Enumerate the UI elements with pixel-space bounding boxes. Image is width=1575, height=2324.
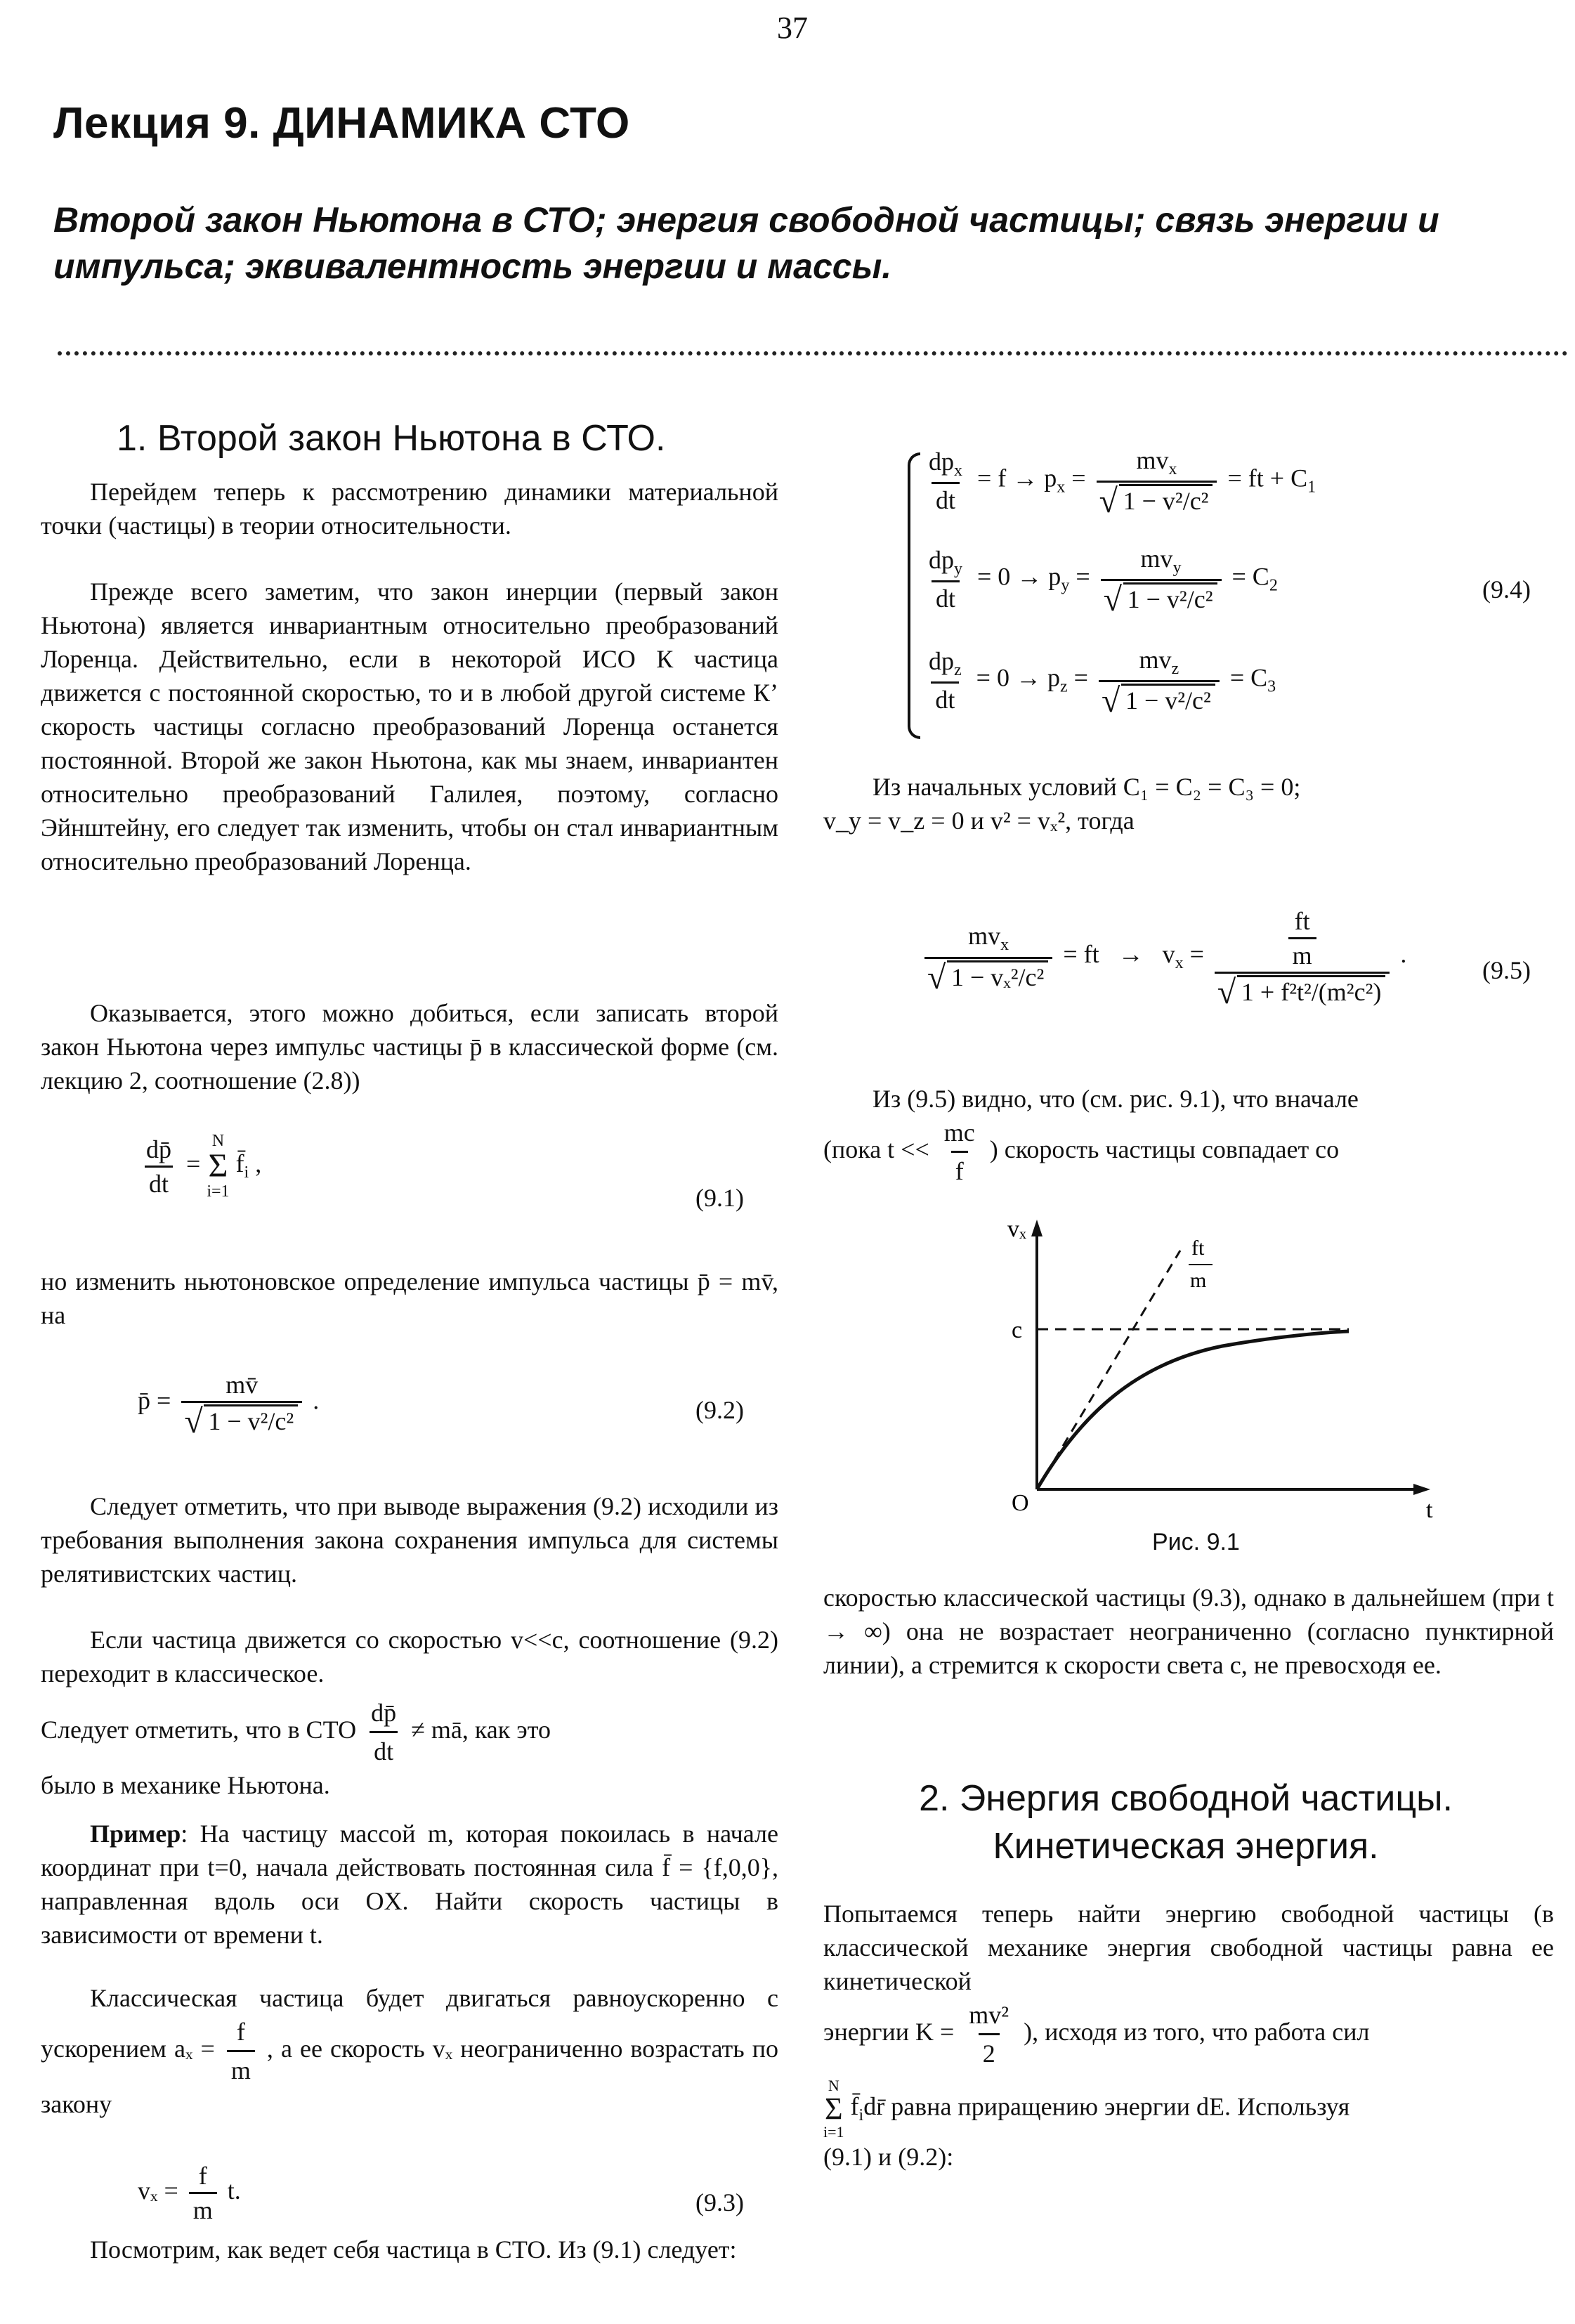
page-number: 37 xyxy=(777,11,808,45)
separator-dotted xyxy=(58,351,1568,355)
paragraph-1: Перейдем теперь к рассмотрению динамики материальной точки (частицы) в теории относительности. xyxy=(41,478,778,540)
paragraph-11: Из (9.5) видно, что (см. рис. 9.1), что вначале (пока t << $\frac{mc}{f}$ ) скорость частицы совпадает со xyxy=(823,1082,1554,1188)
example-label: Пример xyxy=(90,1820,181,1848)
example-paragraph: Пример: На частицу массой m, которая покоилась в начале координат при t=0, начала действовать постоянная сила f̄ = {f,0,0}, направленная вдоль оси OX. Найти скорость частицы в зависимости от времени t. xyxy=(41,1820,778,1949)
paragraph-3: Оказывается, этого можно добиться, если записать второй закон Ньютона через импульс частицы p̄ в классической форме (см. лекцию 2, соотношение (2.8)) xyxy=(41,999,778,1095)
section1-heading: 1. Второй закон Ньютона в СТО. xyxy=(117,418,666,459)
eq-number-9-5: (9.5) xyxy=(1482,956,1531,984)
equation-9-5: $mv_x$ √ 1 − vₓ²/c² = ft → $v_x$ = $\frac{ft}{m}$ √ 1 + f²t²/(m²c²) . xyxy=(920,906,1406,1007)
paragraph-8: Классическая частица будет двигаться равноускоренно с ускорением aₓ = $\frac{f}{m}$ , а ее скорость vₓ неограниченно возрастать по закону xyxy=(41,1984,779,2118)
line-label-denominator: m xyxy=(1190,1269,1207,1292)
paragraph-5: Следует отметить, что при выводе выражения (9.2) исходили из требования выполнения закона сохранения импульса для системы релятивистских частиц. xyxy=(41,1492,778,1588)
y-axis-arrow xyxy=(1031,1220,1043,1236)
paragraph-13: Попытаемся теперь найти энергию свободной частицы (в классической механике энергия свободной частицы равна ее кинетической энергии K = $\frac{\text{mv²}}{2}$ ), исходя из того, что работа сил xyxy=(823,1897,1554,2070)
c-label: c xyxy=(1012,1317,1023,1343)
figure-caption: Рис. 9.1 xyxy=(1152,1529,1240,1555)
eq-number-9-2: (9.2) xyxy=(695,1396,744,1424)
x-axis-label: t xyxy=(1426,1497,1433,1517)
equation-9-2: p̄ = mv̄ √ 1 − v²/c² . xyxy=(138,1370,319,1436)
line-label-numerator: ft xyxy=(1191,1236,1205,1260)
paragraph-6: Если частица движется со скоростью v<<c, соотношение (9.2) переходит в классическое. xyxy=(41,1626,778,1687)
section2-heading: 2. Энергия свободной частицы. Кинетическая энергия. xyxy=(919,1778,1453,1867)
origin-label: O xyxy=(1012,1490,1029,1516)
paragraph-7: Следует отметить, что в СТО $\frac{dp̄}{dt}$ ≠ mā, как это было в механике Ньютона. xyxy=(41,1699,551,1799)
paragraph-9: Посмотрим, как ведет себя частица в СТО. Из (9.1) следует: xyxy=(90,2235,737,2264)
y-axis-label: vₓ xyxy=(1007,1216,1026,1242)
equation-9-3: vₓ = $\frac{f}{m}$ t. xyxy=(138,2162,241,2224)
lecture-subtitle: Второй закон Ньютона в СТО; энергия свободной частицы; связь энергии и импульса; эквивалентность энергии и массы. xyxy=(53,200,1439,286)
lecture-title: Лекция 9. ДИНАМИКА СТО xyxy=(53,99,630,148)
paragraph-12: скоростью классической частицы (9.3), однако в дальнейшем (при t → ∞) она не возрастает неограниченно (согласно пунктирной линии), а стремится к скорости света c, не превосходя ее. xyxy=(823,1584,1554,1679)
paragraph-14: N Σ i=1 $f̄_idr̄$ равна приращению энергии dE. Используя (9.1) и (9.2): xyxy=(823,2077,1350,2171)
paragraph-2: Прежде всего заметим, что закон инерции (первый закон Ньютона) является инвариантным относительно преобразований Лоренца. Действительно, если в некоторой ИСО К частица движется с постоянной скоростью, то и в любой другой системе К’ скорость частицы согласно преобразований Лоренца останется постоянной. Второй же закон Ньютона, как мы знаем, инвариантен относительно преобразований Галилея, поэтому, согласно Эйнштейну, его следует так изменить, чтобы он стал инвариантным относительно преобразований Лоренца. xyxy=(41,577,778,875)
eq-number-9-3: (9.3) xyxy=(695,2188,744,2217)
figure-9-1 xyxy=(983,1208,1447,1517)
eq-number-9-4: (9.4) xyxy=(1482,575,1531,603)
paragraph-10: Из начальных условий C₁ = C₂ = C₃ = 0; v_y = v_z = 0 и v² = vₓ², тогда xyxy=(823,773,1301,835)
eq-number-9-1: (9.1) xyxy=(695,1184,744,1212)
x-axis-arrow xyxy=(1413,1484,1430,1495)
page: 37 Лекция 9. ДИНАМИКА СТО Второй закон Ньютона в СТО; энергия свободной частицы; связь энергии и импульса; эквивалентность энергии и массы. 1. Второй закон Ньютона в СТО. Перейдем теперь к рассмотрению динамики материальной точки (частицы) в теории относительности. Прежде всего заметим, что закон инерции (первый закон Ньютона) является инвариантным относительно преобразований Лоренца. Действительно, если в некоторой ИСО К частица движется с постоянной скоростью, то и в любой другой системе К’ скорость частицы согласно преобразований Лоренца останется постоянной. Второй же закон Ньютона, как мы знаем, инвариантен относительно преобразований Галилея, поэтому, согласно Эйнштейну, его следует так изменить, чтобы он стал инвариантным относительно преобразований Лоренца. Оказывается, этого можно добиться, если записать второй закон Ньютона через импульс частицы p̄ в классической форме (см. лекцию 2, соотношение (2.8)) $\frac{dp̄}{dt}$ = N Σ i=1 $f̄_i$ , (9.1) но изменить ньютоновское определение импульса частицы p̄ = mv̄, на p̄ = mv̄ √ 1 − v²/c² . (9.2) Следует отметить, что при выводе выражения (9.2) исходили из требования выполнения закона сохранения импульса для системы релятивистских частиц. Если частица движется со скоростью v<<c, соотношение (9.2) переходит в классическое. Следует отметить, что в СТО $\frac{dp̄}{dt}$ ≠ mā, как это было в механике Ньютона. Пример: На частицу массой m, которая покоилась в начале координат при t=0, начала действовать постоянная сила f̄ = {f,0,0}, направленная вдоль оси OX. Найти скорость частицы в зависимости от времени t. Классическая частица будет двигаться равноускоренно с ускорением aₓ = $\frac{f}{m}$ , а ее скорость vₓ неограниченно возрастать по закону vₓ = $\frac{f}{m}$ t. (9.3) Посмотрим, как ведет себя частица в СТО. Из (9.1) следует: $\frac{dp_x}{dt}$ = $f \to p_x$ = $mv_x$ √ 1 − v²/c² = ft + $C_1$ $\frac{dp_y}{dt}$ = $0 \to p_y$ = $mv_y$ √ 1 − v²/c² = $C_2$ $\frac{dp_z}{dt}$ = $0 \to p_z$ = $mv_z$ √ 1 − v²/c² = $C_3$ (9.4) Из начальных условий C₁ = C₂ = C₃ = 0; v_y = v_z = 0 и v² = vₓ², тогда $mv_x$ √ 1 − vₓ²/c² = ft → $v_x$ = $\frac{ft}{m}$ √ 1 + f²t²/(m²c²) . (9.5) Из (9.5) видно, что (см. рис. 9.1), что вначале (пока t << $\frac{mc}{f}$ ) скорость частицы совпадает со vₓ t O c ft m Рис. 9.1 скоростью классической частицы (9.3), однако в дальнейшем (при t → ∞) она не возрастает неограниченно (согласно пунктирной линии), а стремится к скорости света c, не превосходя ее. 2. Энергия свободной частицы. Кинетическая энергия. Попытаемся теперь найти энергию свободной частицы (в классической механике энергия свободной частицы равна ее кинетической энергии K = $\frac{\text{mv²}}{2}$ ), исходя из того, что работа сил N Σ i=1 $f̄_idr̄$ равна приращению энергии dE. Используя (9.1) и (9.2): xyxy=(0,0,1575,2324)
paragraph-4: но изменить ньютоновское определение импульса частицы p̄ = mv̄, на xyxy=(41,1267,778,1329)
equation-9-1: $\frac{dp̄}{dt}$ = N Σ i=1 $f̄_i$ , xyxy=(138,1132,261,1200)
